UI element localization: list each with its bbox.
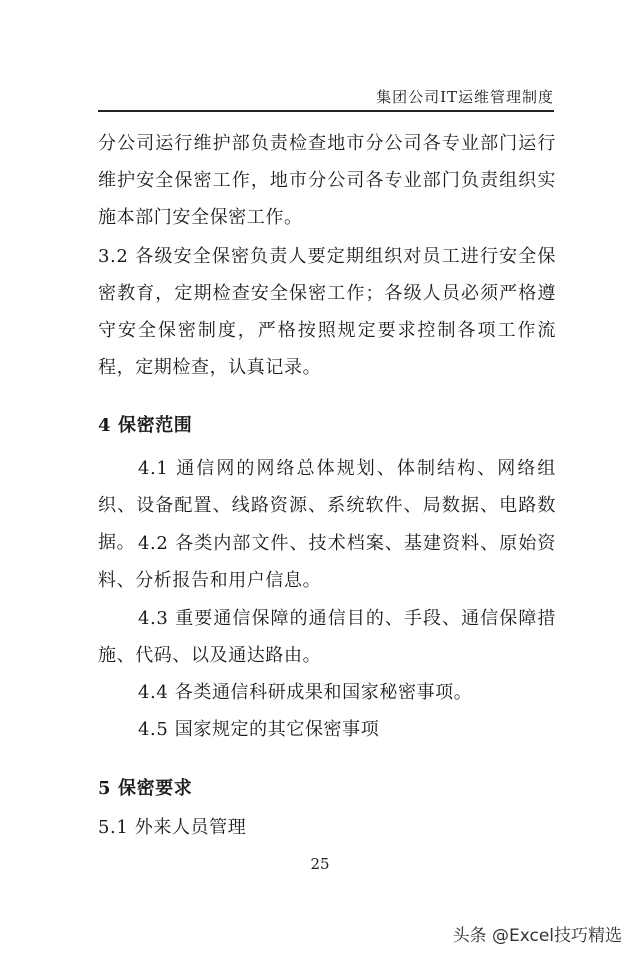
section-4-heading: 4 保密范围 [98, 415, 193, 436]
header-divider [98, 110, 554, 112]
source-watermark: 头条 @Excel技巧精选 [452, 926, 622, 946]
paragraph-4-5: 4.5 国家规定的其它保密事项 [138, 719, 380, 740]
paragraph-5-1: 5.1 外来人员管理 [98, 817, 247, 838]
paragraph-4-4: 4.4 各类通信科研成果和国家秘密事项。 [138, 682, 473, 703]
paragraph-4-3: 4.3 重要通信保障的通信目的、手段、通信保障措施、代码、以及通达路由。 [98, 608, 556, 666]
paragraph-4-1: 4.1 通信网的网络总体规划、体制结构、网络组织、设备配置、线路资源、系统软件、局数据、电路数据。 [98, 458, 556, 553]
paragraph-3-1-continued: 分公司运行维护部负责检查地市分公司各专业部门运行维护安全保密工作，地市分公司各专业部门负责组织实施本部门安全保密工作。 [98, 133, 556, 228]
paragraph-3-2: 3.2 各级安全保密负责人要定期组织对员工进行安全保密教育，定期检查安全保密工作；各级人员必须严格遵守安全保密制度，严格按照规定要求控制各项工作流程，定期检查，认真记录。 [98, 246, 556, 378]
paragraph-4-2: 4.2 各类内部文件、技术档案、基建资料、原始资料、分析报告和用户信息。 [98, 533, 556, 591]
section-5-heading: 5 保密要求 [98, 778, 193, 799]
page-number: 25 [310, 855, 330, 873]
running-header-title: 集团公司IT运维管理制度 [376, 88, 554, 106]
